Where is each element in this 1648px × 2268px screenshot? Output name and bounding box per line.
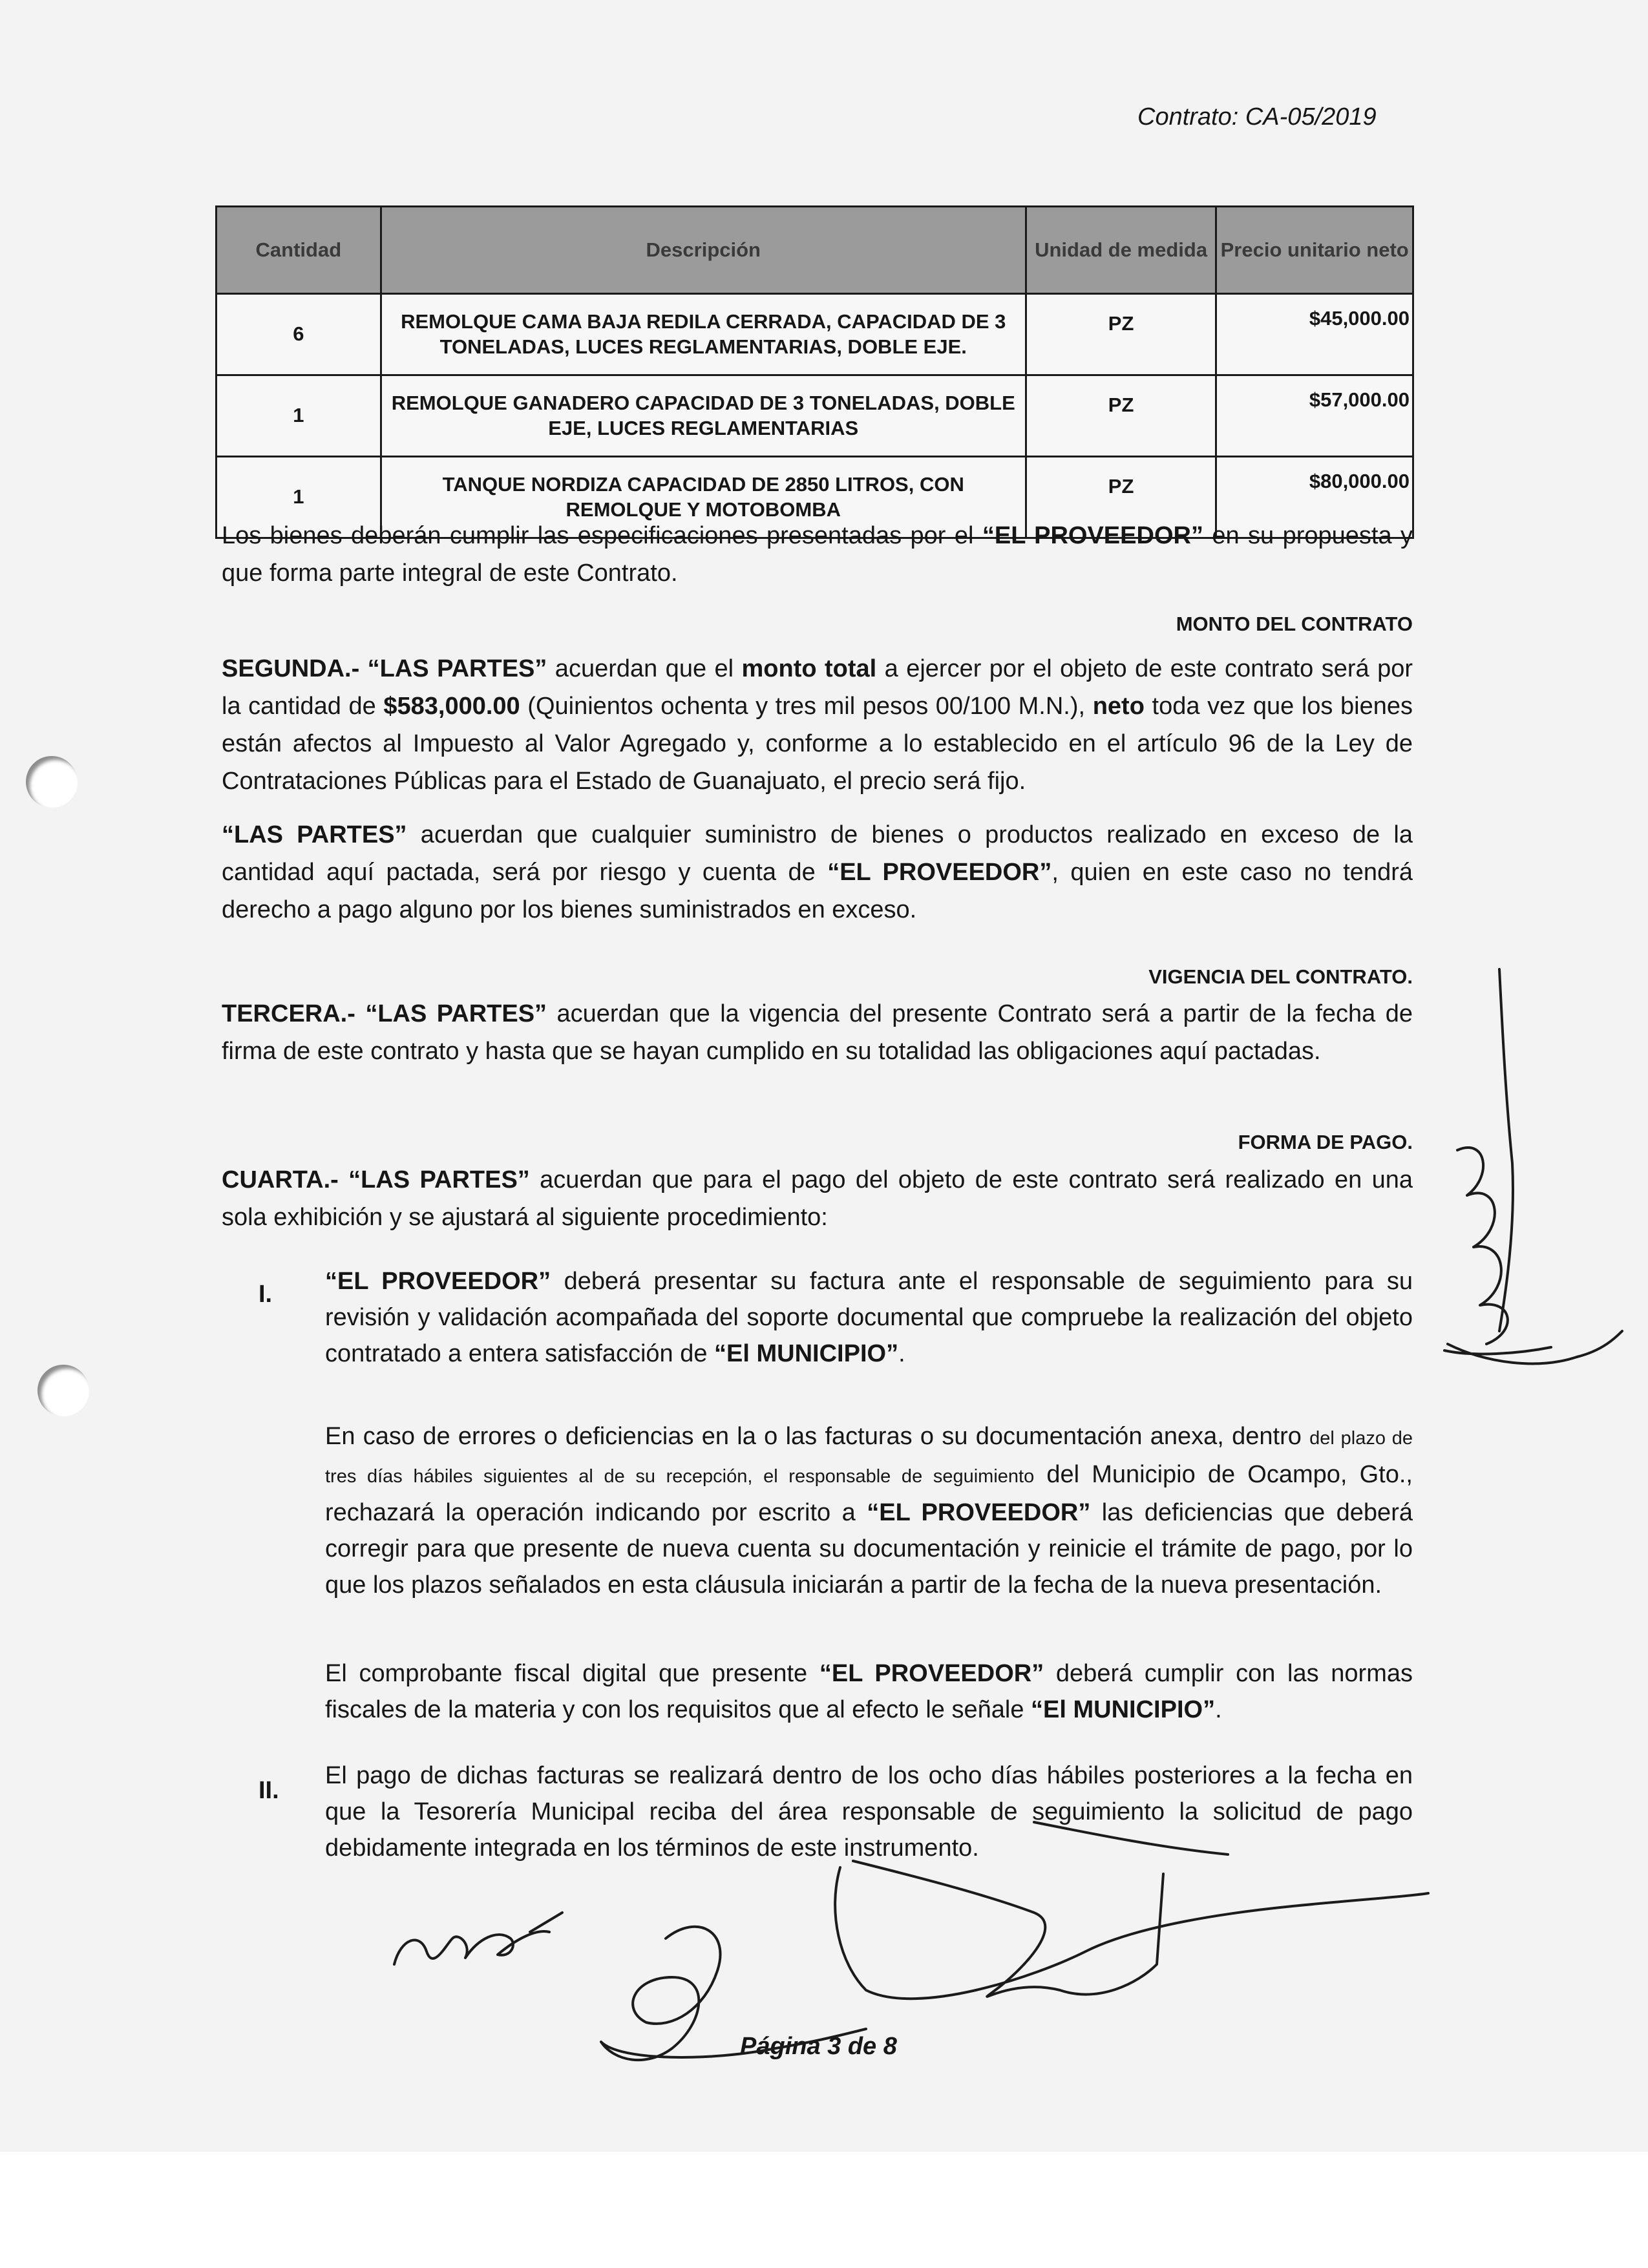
clause-segunda: SEGUNDA.- “LAS PARTES” acuerdan que el monto total a ejercer por el objeto de este contrato será por la cantidad de $583,000.00 (Quinientos ochenta y tres mil pesos 00/100 M.N.), neto toda vez que los bienes están afectos al Impuesto al Valor Agregado y, conforme a lo establecido en el artículo 96 de la Ley de Contrataciones Públicas para el Estado de Guanajuato, el precio será fijo.: [222, 655, 1413, 795]
initials-signature-left: [394, 1913, 562, 1964]
heading-forma-pago: FORMA DE PAGO.: [1238, 1131, 1413, 1153]
clause-cuarta: CUARTA.- “LAS PARTES” acuerdan que para el pago del objeto de este contrato será realizado en una sola exhibición y se ajustará al siguiente procedimiento:: [222, 1166, 1413, 1231]
cell-unidad: PZ: [1026, 457, 1216, 538]
cell-descripcion: TANQUE NORDIZA CAPACIDAD DE 2850 LITROS, CON REMOLQUE Y MOTOBOMBA: [381, 457, 1026, 538]
cell-precio: $45,000.00: [1216, 294, 1413, 375]
signature-margin-right: [1444, 969, 1622, 1363]
contract-number: Contrato: CA-05/2019: [1137, 103, 1377, 131]
cell-unidad: PZ: [1026, 294, 1216, 375]
cell-precio: $80,000.00: [1216, 457, 1413, 538]
signature-right-large: [835, 1822, 1428, 1999]
item-i-text: “EL PROVEEDOR” deberá presentar su factura ante el responsable de seguimiento para su revisión y validación acompañada del soporte documental que compruebe la realización del objeto contratado a entera satisfacción de “El MUNICIPIO”.: [325, 1268, 1413, 1367]
header-precio: Precio unitario neto: [1216, 207, 1413, 294]
page-number: Página 3 de 8: [740, 2033, 897, 2060]
item-i-errores: En caso de errores o deficiencias en la o las facturas o su documentación anexa, dentro del plazo de tres días hábiles siguientes al de su recepción, el responsable de seguimiento del Municipio de Ocampo, Gto., rechazará la operación indicando por escrito a “EL PROVEEDOR” las deficiencias que deberá corregir para que presente de nueva cuenta su documentación y reinicie el trámite de pago, por lo que los plazos señalados en esta cláusula iniciarán a partir de la fecha de la nueva presentación.: [325, 1423, 1413, 1599]
item-i-comprobante: El comprobante fiscal digital que presente “EL PROVEEDOR” deberá cumplir con las normas fiscales de la materia y con los requisitos que al efecto le señale “El MUNICIPIO”.: [325, 1660, 1413, 1723]
heading-monto-contrato: MONTO DEL CONTRATO: [1176, 613, 1413, 635]
header-descripcion: Descripción: [381, 207, 1026, 294]
item-ii-text: El pago de dichas facturas se realizará dentro de los ocho días hábiles posteriores a la fecha en que la Tesorería Municipal reciba del área responsable de seguimiento la solicitud de pago debidamente integrada en los términos de este instrumento.: [325, 1762, 1413, 1862]
header-unidad: Unidad de medida: [1026, 207, 1216, 294]
item-number-ii: II.: [259, 1777, 279, 1804]
heading-vigencia: VIGENCIA DEL CONTRATO.: [1148, 965, 1413, 988]
cell-unidad: PZ: [1026, 375, 1216, 457]
cell-cantidad: 1: [217, 457, 381, 538]
header-cantidad: Cantidad: [217, 207, 381, 294]
paragraph-exceso: “LAS PARTES” acuerdan que cualquier suministro de bienes o productos realizado en exceso de la cantidad aquí pactada, será por riesgo y cuenta de “EL PROVEEDOR”, quien en este caso no tendrá derecho a pago alguno por los bienes suministrados en exceso.: [222, 821, 1413, 923]
cell-precio: $57,000.00: [1216, 375, 1413, 457]
cell-cantidad: 1: [217, 375, 381, 457]
cell-descripcion: REMOLQUE GANADERO CAPACIDAD DE 3 TONELADAS, DOBLE EJE, LUCES REGLAMENTARIAS: [381, 375, 1026, 457]
signature-center-loop: [601, 1927, 866, 2060]
cell-cantidad: 6: [217, 294, 381, 375]
item-number-i: I.: [259, 1281, 273, 1308]
paragraph-especificaciones: Los bienes deberán cumplir las especificaciones presentadas por el “EL PROVEEDOR” en su propuesta y que forma parte integral de este Contrato.: [222, 522, 1413, 587]
cell-descripcion: REMOLQUE CAMA BAJA REDILA CERRADA, CAPACIDAD DE 3 TONELADAS, LUCES REGLAMENTARIAS, DOBLE EJE.: [381, 294, 1026, 375]
clause-tercera: TERCERA.- “LAS PARTES” acuerdan que la vigencia del presente Contrato será a partir de la fecha de firma de este contrato y hasta que se hayan cumplido en su totalidad las obligaciones aquí pactadas.: [222, 1000, 1413, 1065]
